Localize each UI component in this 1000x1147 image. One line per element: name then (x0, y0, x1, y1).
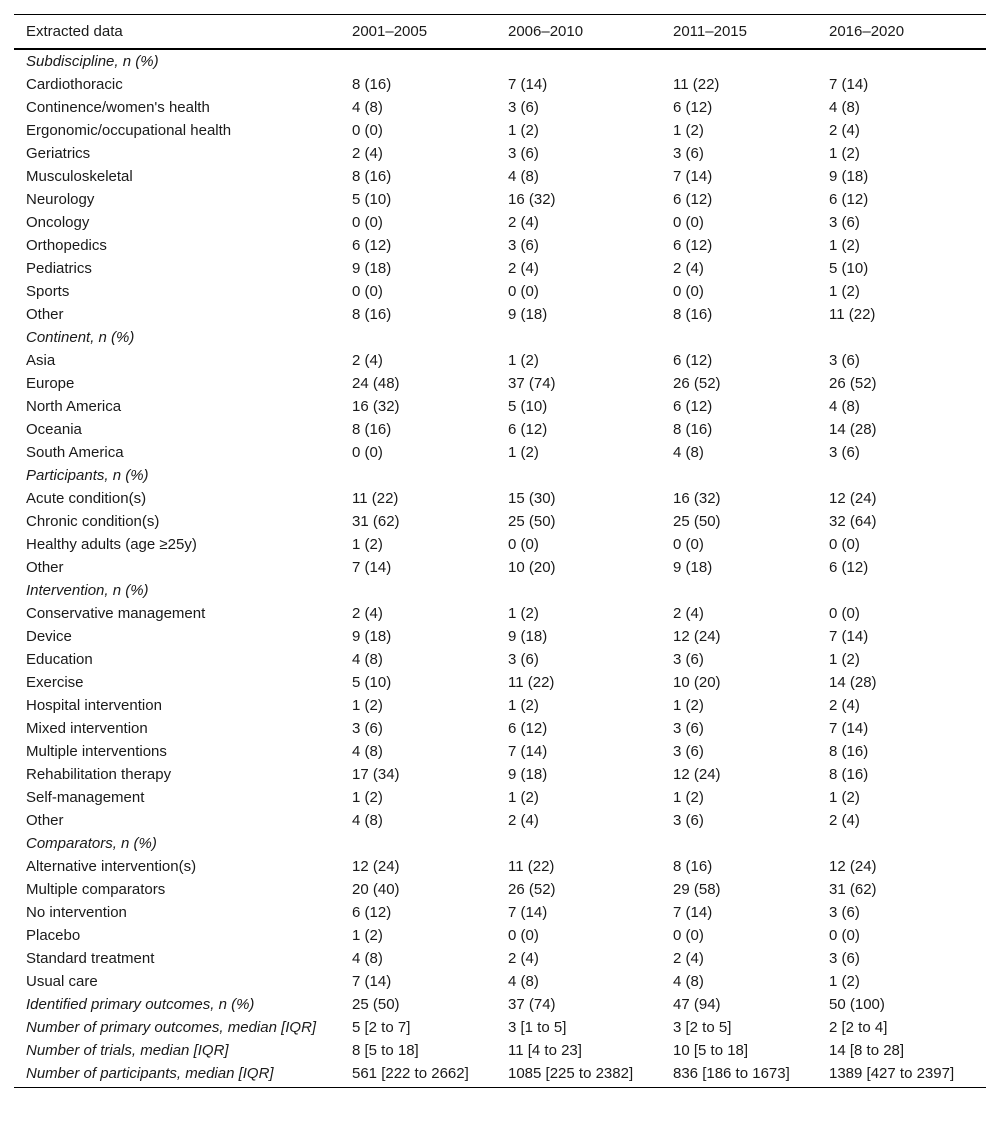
section-header-row (14, 832, 986, 855)
table-cell: 17 (34) (352, 766, 400, 783)
summary-row (14, 993, 986, 1016)
table-cell: 6 (12) (829, 559, 869, 576)
section-title: Subdiscipline, n (%) (26, 53, 159, 70)
table-cell: 8 [5 to 18] (352, 1042, 419, 1059)
row-label: Alternative intervention(s) (26, 858, 197, 875)
table-cell: 0 (0) (508, 283, 539, 300)
table-cell: 2 (4) (508, 950, 539, 967)
table-cell: 3 (6) (508, 99, 539, 116)
table-cell: 6 (12) (673, 99, 713, 116)
table-row (14, 740, 986, 763)
table-row (14, 809, 986, 832)
table-cell: 9 (18) (352, 628, 392, 645)
table-cell: 3 (6) (829, 904, 860, 921)
table-cell: 11 (22) (673, 76, 720, 93)
table-cell: 3 [2 to 5] (673, 1019, 732, 1036)
table-cell: 2 [2 to 4] (829, 1019, 888, 1036)
header-row (14, 15, 986, 50)
table-cell: 9 (18) (352, 260, 392, 277)
row-label: Other (26, 306, 64, 323)
section-header-row (14, 579, 986, 602)
table-row (14, 855, 986, 878)
row-label: Chronic condition(s) (26, 513, 160, 530)
section-title: Comparators, n (%) (26, 835, 157, 852)
table-cell: 1 (2) (508, 789, 539, 806)
section-header-row (14, 326, 986, 349)
table-cell: 3 (6) (508, 237, 539, 254)
row-label: Continence/women's health (26, 99, 210, 116)
table-cell: 6 (12) (673, 352, 713, 369)
row-label: Cardiothoracic (26, 76, 123, 93)
table-cell: 12 (24) (352, 858, 400, 875)
table-cell: 0 (0) (508, 927, 539, 944)
table-cell: 11 [4 to 23] (508, 1042, 582, 1059)
row-label: Neurology (26, 191, 95, 208)
table-cell: 6 (12) (352, 904, 392, 921)
table-cell: 3 (6) (829, 950, 860, 967)
table-cell: 7 (14) (829, 720, 869, 737)
table-row (14, 625, 986, 648)
table-cell: 8 (16) (829, 743, 869, 760)
table-cell: 3 (6) (673, 651, 704, 668)
table-cell: 561 [222 to 2662] (352, 1065, 469, 1082)
table-cell: 11 (22) (829, 306, 876, 323)
row-label: Identified primary outcomes, n (%) (26, 996, 255, 1013)
table-cell: 37 (74) (508, 375, 556, 392)
table-cell: 4 (8) (508, 973, 539, 990)
table-cell: 0 (0) (829, 536, 860, 553)
table-cell: 1 (2) (508, 122, 539, 139)
table-row (14, 165, 986, 188)
table-cell: 1 (2) (352, 927, 383, 944)
table-cell: 9 (18) (673, 559, 713, 576)
section-title: Intervention, n (%) (26, 582, 149, 599)
table-cell: 0 (0) (352, 214, 383, 231)
row-label: Oceania (26, 421, 82, 438)
table-cell: 1 (2) (673, 697, 704, 714)
row-label: Education (26, 651, 93, 668)
table-cell: 9 (18) (508, 306, 548, 323)
table-row (14, 947, 986, 970)
table-cell: 2 (4) (673, 605, 704, 622)
row-label: Ergonomic/occupational health (26, 122, 232, 139)
section-title: Continent, n (%) (26, 329, 135, 346)
table-cell: 50 (100) (829, 996, 885, 1013)
table-cell: 47 (94) (673, 996, 721, 1013)
table-row (14, 418, 986, 441)
table-cell: 10 (20) (673, 674, 721, 691)
table-cell: 0 (0) (352, 283, 383, 300)
table-cell: 3 (6) (673, 145, 704, 162)
table-cell: 8 (16) (673, 858, 713, 875)
table-cell: 2 (4) (829, 697, 860, 714)
table-cell: 1 (2) (508, 605, 539, 622)
table-row (14, 648, 986, 671)
table-cell: 2 (4) (352, 605, 383, 622)
table-cell: 5 [2 to 7] (352, 1019, 411, 1036)
table-cell: 0 (0) (829, 927, 860, 944)
table-cell: 4 (8) (673, 444, 704, 461)
table-cell: 24 (48) (352, 375, 400, 392)
table-cell: 0 (0) (352, 444, 383, 461)
column-header: 2016–2020 (829, 23, 905, 40)
table-cell: 6 (12) (508, 421, 548, 438)
table-cell: 7 (14) (673, 904, 713, 921)
table-cell: 37 (74) (508, 996, 556, 1013)
table-row (14, 878, 986, 901)
table-cell: 4 (8) (352, 651, 383, 668)
row-label: Other (26, 812, 64, 829)
row-label: Healthy adults (age ≥25y) (26, 536, 197, 553)
table-cell: 0 (0) (673, 536, 704, 553)
summary-row (14, 1016, 986, 1039)
table-row (14, 349, 986, 372)
table-cell: 1 (2) (829, 145, 860, 162)
table-row (14, 303, 986, 326)
section-header-row (14, 464, 986, 487)
table-cell: 0 (0) (673, 214, 704, 231)
table-row (14, 901, 986, 924)
table-cell: 2 (4) (829, 812, 860, 829)
table-cell: 31 (62) (352, 513, 400, 530)
row-label: Number of participants, median [IQR] (26, 1065, 274, 1082)
table-row (14, 257, 986, 280)
table-cell: 1 (2) (829, 283, 860, 300)
table-cell: 7 (14) (829, 76, 869, 93)
column-header: 2001–2005 (352, 23, 428, 40)
table-row (14, 372, 986, 395)
table-cell: 3 (6) (508, 145, 539, 162)
row-label: Rehabilitation therapy (26, 766, 172, 783)
row-label: Device (26, 628, 72, 645)
row-label: Asia (26, 352, 56, 369)
table-cell: 2 (4) (508, 214, 539, 231)
table-cell: 1 (2) (508, 352, 539, 369)
table-row (14, 96, 986, 119)
table-cell: 7 (14) (508, 904, 548, 921)
column-header: Extracted data (26, 23, 123, 40)
table-cell: 7 (14) (829, 628, 869, 645)
table-cell: 20 (40) (352, 881, 400, 898)
table-cell: 2 (4) (352, 145, 383, 162)
table-body (14, 49, 986, 1088)
table-cell: 12 (24) (673, 766, 721, 783)
row-label: Orthopedics (26, 237, 107, 254)
table-cell: 4 (8) (829, 398, 860, 415)
table-cell: 26 (52) (508, 881, 556, 898)
table-cell: 1 (2) (829, 789, 860, 806)
table-cell: 3 (6) (673, 720, 704, 737)
table-cell: 25 (50) (673, 513, 721, 530)
row-label: Europe (26, 375, 75, 392)
table-cell: 4 (8) (352, 99, 383, 116)
table-cell: 5 (10) (508, 398, 548, 415)
table-row (14, 73, 986, 96)
table-cell: 6 (12) (829, 191, 869, 208)
table-cell: 9 (18) (829, 168, 869, 185)
summary-row (14, 1062, 986, 1088)
table-cell: 0 (0) (673, 283, 704, 300)
table-cell: 12 (24) (829, 490, 877, 507)
table-cell: 7 (14) (508, 743, 548, 760)
table-row (14, 970, 986, 993)
row-label: Exercise (26, 674, 84, 691)
table-row (14, 395, 986, 418)
table-cell: 7 (14) (352, 973, 392, 990)
row-label: No intervention (26, 904, 127, 921)
section-title: Participants, n (%) (26, 467, 149, 484)
summary-row (14, 1039, 986, 1062)
column-header: 2011–2015 (673, 23, 747, 40)
row-label: Self-management (26, 789, 145, 806)
table-cell: 2 (4) (352, 352, 383, 369)
table-cell: 8 (16) (352, 421, 392, 438)
table-row (14, 142, 986, 165)
table-cell: 4 (8) (508, 168, 539, 185)
row-label: Number of trials, median [IQR] (26, 1042, 229, 1059)
table-cell: 2 (4) (673, 950, 704, 967)
table-cell: 2 (4) (508, 260, 539, 277)
table-cell: 1 (2) (352, 789, 383, 806)
table-cell: 2 (4) (673, 260, 704, 277)
table-cell: 3 (6) (352, 720, 383, 737)
table-cell: 16 (32) (352, 398, 400, 415)
table-cell: 4 (8) (352, 950, 383, 967)
table-cell: 4 (8) (673, 973, 704, 990)
row-label: Musculoskeletal (26, 168, 133, 185)
table-cell: 4 (8) (352, 812, 383, 829)
table-cell: 29 (58) (673, 881, 721, 898)
extracted-data-table (14, 14, 986, 1088)
row-label: North America (26, 398, 122, 415)
row-label: Number of primary outcomes, median [IQR] (26, 1019, 317, 1036)
table-row (14, 188, 986, 211)
table-cell: 1 (2) (829, 651, 860, 668)
table-cell: 7 (14) (352, 559, 392, 576)
table-cell: 7 (14) (673, 168, 713, 185)
row-label: South America (26, 444, 124, 461)
table-cell: 10 [5 to 18] (673, 1042, 749, 1059)
row-label: Usual care (26, 973, 98, 990)
table-cell: 8 (16) (352, 306, 392, 323)
table-cell: 3 (6) (508, 651, 539, 668)
table-cell: 1 (2) (673, 789, 704, 806)
table-row (14, 487, 986, 510)
row-label: Placebo (26, 927, 81, 944)
table-cell: 25 (50) (352, 996, 400, 1013)
section-header-row (14, 49, 986, 73)
table-row (14, 533, 986, 556)
table-cell: 4 (8) (352, 743, 383, 760)
table-cell: 1389 [427 to 2397] (829, 1065, 955, 1082)
table-cell: 16 (32) (508, 191, 556, 208)
row-label: Oncology (26, 214, 90, 231)
table-cell: 1 (2) (829, 237, 860, 254)
row-label: Sports (26, 283, 70, 300)
table-row (14, 234, 986, 257)
table-cell: 1085 [225 to 2382] (508, 1065, 634, 1082)
table-cell: 8 (16) (352, 168, 392, 185)
table-cell: 8 (16) (673, 306, 713, 323)
table-row (14, 924, 986, 947)
table-cell: 6 (12) (673, 237, 713, 254)
row-label: Other (26, 559, 64, 576)
table-row (14, 441, 986, 464)
table-cell: 1 (2) (508, 697, 539, 714)
table-cell: 2 (4) (829, 122, 860, 139)
table-cell: 1 (2) (829, 973, 860, 990)
table-cell: 9 (18) (508, 628, 548, 645)
table-cell: 1 (2) (352, 697, 383, 714)
table-row (14, 556, 986, 579)
table-cell: 0 (0) (508, 536, 539, 553)
table-cell: 3 (6) (673, 812, 704, 829)
table-cell: 0 (0) (829, 605, 860, 622)
table-cell: 26 (52) (829, 375, 877, 392)
row-label: Pediatrics (26, 260, 92, 277)
table-cell: 15 (30) (508, 490, 556, 507)
table-cell: 31 (62) (829, 881, 877, 898)
row-label: Mixed intervention (26, 720, 148, 737)
row-label: Multiple comparators (26, 881, 166, 898)
table-row (14, 786, 986, 809)
table-cell: 3 (6) (829, 352, 860, 369)
table-row (14, 763, 986, 786)
table-row (14, 510, 986, 533)
table-cell: 1 (2) (508, 444, 539, 461)
table-cell: 3 (6) (673, 743, 704, 760)
table-row (14, 602, 986, 625)
row-label: Geriatrics (26, 145, 91, 162)
table-cell: 6 (12) (673, 191, 713, 208)
table-cell: 25 (50) (508, 513, 556, 530)
table-cell: 12 (24) (829, 858, 877, 875)
table-cell: 8 (16) (673, 421, 713, 438)
table-row (14, 211, 986, 234)
table-cell: 7 (14) (508, 76, 548, 93)
column-header: 2006–2010 (508, 23, 584, 40)
table-cell: 8 (16) (352, 76, 392, 93)
table-row (14, 694, 986, 717)
table-row (14, 671, 986, 694)
table-cell: 11 (22) (508, 858, 555, 875)
table-cell: 26 (52) (673, 375, 721, 392)
table-cell: 14 [8 to 28] (829, 1042, 905, 1059)
table-cell: 10 (20) (508, 559, 556, 576)
table-row (14, 119, 986, 142)
row-label: Standard treatment (26, 950, 155, 967)
row-label: Conservative management (26, 605, 206, 622)
table-cell: 6 (12) (352, 237, 392, 254)
table-cell: 2 (4) (508, 812, 539, 829)
table-cell: 1 (2) (352, 536, 383, 553)
table-cell: 5 (10) (352, 191, 392, 208)
table-row (14, 717, 986, 740)
table-cell: 3 (6) (829, 444, 860, 461)
table-row (14, 280, 986, 303)
table-cell: 0 (0) (352, 122, 383, 139)
table-cell: 12 (24) (673, 628, 721, 645)
table-cell: 4 (8) (829, 99, 860, 116)
row-label: Hospital intervention (26, 697, 162, 714)
table-cell: 0 (0) (673, 927, 704, 944)
table-cell: 11 (22) (352, 490, 399, 507)
table-cell: 1 (2) (673, 122, 704, 139)
table-cell: 9 (18) (508, 766, 548, 783)
table-cell: 3 (6) (829, 214, 860, 231)
table-container (14, 14, 986, 1088)
table-cell: 3 [1 to 5] (508, 1019, 567, 1036)
table-cell: 32 (64) (829, 513, 877, 530)
table-cell: 14 (28) (829, 421, 877, 438)
table-cell: 11 (22) (508, 674, 555, 691)
row-label: Acute condition(s) (26, 490, 147, 507)
table-cell: 6 (12) (508, 720, 548, 737)
row-label: Multiple interventions (26, 743, 167, 760)
table-cell: 16 (32) (673, 490, 721, 507)
table-cell: 14 (28) (829, 674, 877, 691)
table-cell: 836 [186 to 1673] (673, 1065, 790, 1082)
table-cell: 8 (16) (829, 766, 869, 783)
table-cell: 6 (12) (673, 398, 713, 415)
table-cell: 5 (10) (352, 674, 392, 691)
table-cell: 5 (10) (829, 260, 869, 277)
